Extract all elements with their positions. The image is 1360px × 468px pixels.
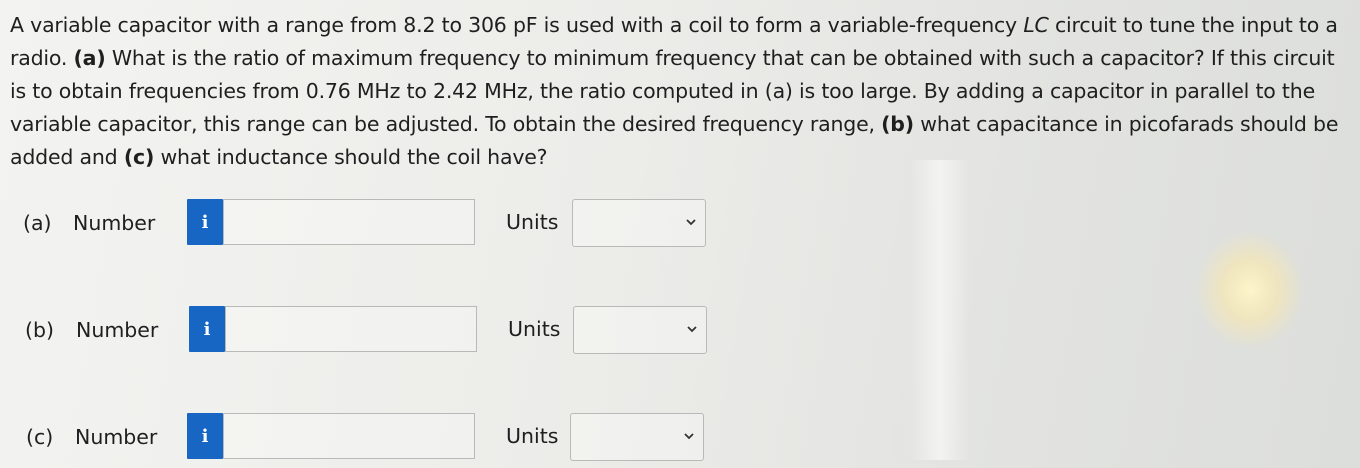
answer-row-b: [0, 306, 720, 354]
units-dropdown[interactable]: [570, 413, 704, 461]
part-label: (a): [23, 211, 52, 235]
question-text-part: what capacitance in picofarads should be added and: [10, 112, 1339, 169]
question-text-part: A variable capacitor with a range from 8.2 to 306 pF is used with a coil to form a variable-frequency: [10, 13, 1024, 37]
answer-row-a: [0, 199, 720, 247]
lc-italic: LC: [1023, 13, 1049, 37]
info-button[interactable]: [187, 413, 223, 459]
units-dropdown[interactable]: [572, 199, 706, 247]
info-button[interactable]: [187, 199, 223, 245]
answer-row-c: [0, 413, 720, 461]
chevron-down-icon: [686, 323, 698, 335]
question-text: [10, 9, 1355, 174]
number-label: Number: [75, 425, 158, 449]
question-text-part: circuit to tune the input to a radio.: [10, 13, 1338, 70]
part-label: (b): [25, 318, 55, 342]
part-label: (c): [26, 425, 54, 449]
number-label: Number: [73, 211, 156, 235]
info-icon: i: [203, 318, 211, 340]
units-dropdown[interactable]: [573, 306, 707, 354]
number-label: Number: [76, 318, 159, 342]
units-label: Units: [508, 317, 561, 341]
number-input[interactable]: [223, 413, 475, 459]
light-streak: [910, 160, 970, 460]
chevron-down-icon: [683, 430, 695, 442]
chevron-down-icon: [685, 216, 697, 228]
info-icon: i: [201, 425, 209, 447]
number-input[interactable]: [223, 199, 475, 245]
number-input[interactable]: [225, 306, 477, 352]
units-label: Units: [506, 210, 559, 234]
question-text-part: What is the ratio of maximum frequency to minimum frequency that can be obtained with such a capacitor? If this circuit is to obtain frequencies from 0.76 MHz to 2.42 MHz, the ratio computed in (a) is too large. By adding a capacitor in parallel to the variable capacitor, this range can be adjusted. To obtain the desired frequency range,: [10, 46, 1335, 136]
part-a-tag: (a): [73, 46, 106, 70]
info-icon: i: [201, 211, 209, 233]
question-text-part: what inductance should the coil have?: [154, 145, 548, 169]
part-c-tag: (c): [123, 145, 155, 169]
units-label: Units: [506, 424, 559, 448]
part-b-tag: (b): [881, 112, 914, 136]
info-button[interactable]: [189, 306, 225, 352]
light-glare: [1195, 230, 1305, 350]
